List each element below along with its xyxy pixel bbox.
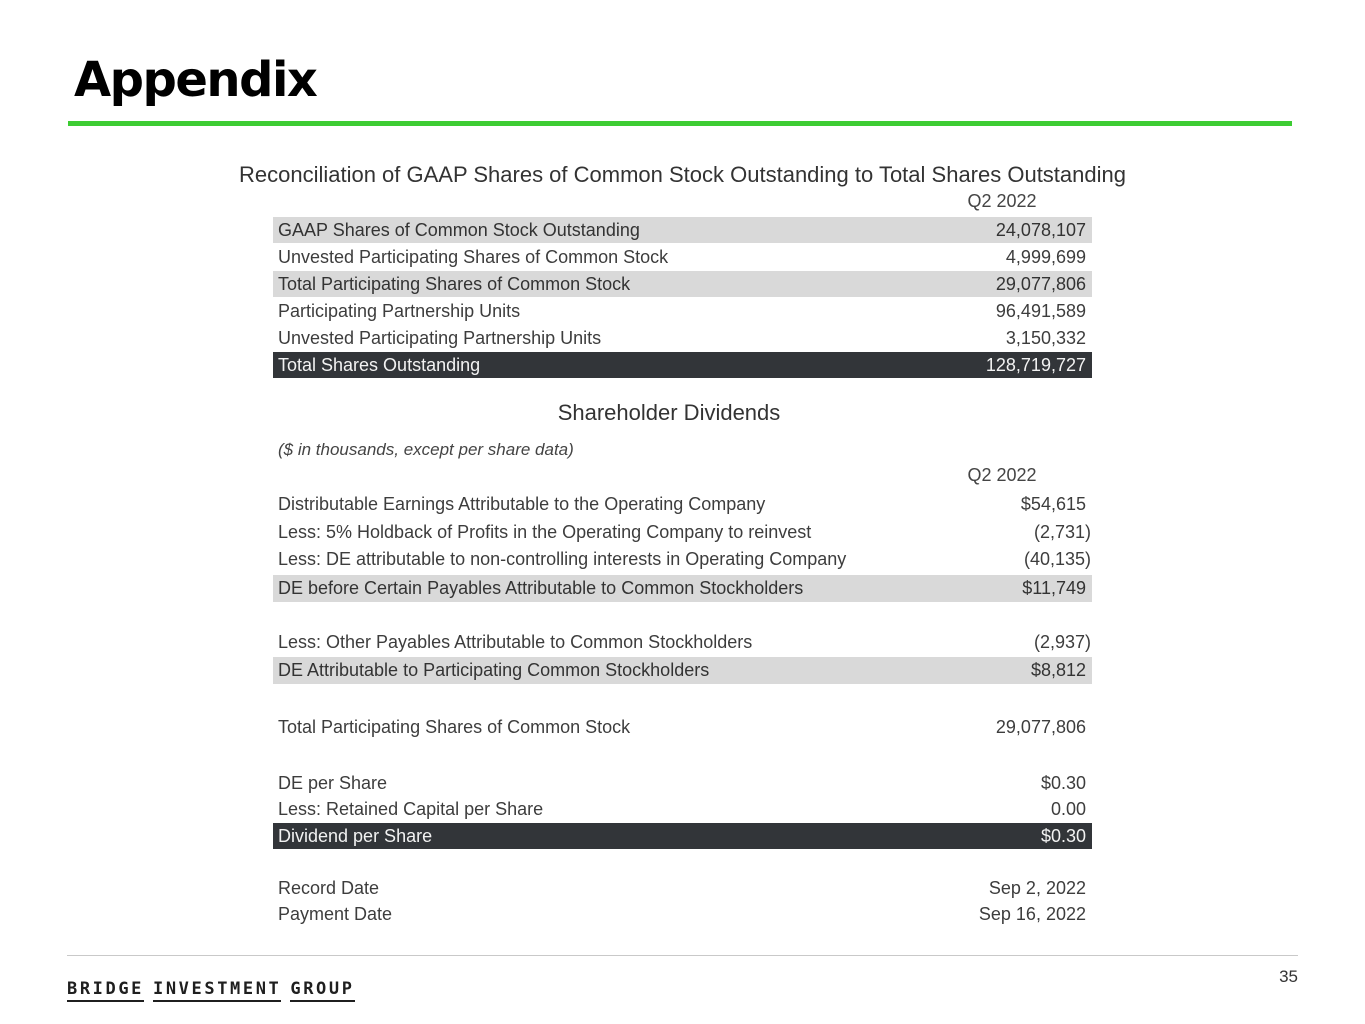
dividends-title: Shareholder Dividends — [557, 400, 781, 425]
row-value: Sep 2, 2022 — [988, 877, 1086, 898]
total-row — [273, 823, 1092, 849]
row-label: DE Attributable to Participating Common Stockholders — [278, 660, 710, 680]
logo-word: INVESTMENT — [153, 979, 281, 1002]
table-row — [273, 629, 1092, 655]
table-row — [273, 901, 1092, 927]
row-value: 3,150,332 — [1005, 327, 1086, 348]
row-label: Less: Other Payables Attributable to Common Stockholders — [278, 631, 753, 652]
table-row — [273, 244, 1092, 270]
row-value: (2,731) — [1033, 521, 1091, 542]
row-value: $54,615 — [1020, 493, 1086, 514]
page-number: 35 — [1279, 967, 1298, 986]
row-value: (2,937) — [1033, 631, 1091, 652]
footer-divider — [67, 955, 1298, 956]
row-label: Payment Date — [278, 903, 393, 924]
page-title: Appendix — [74, 52, 317, 108]
row-label: Record Date — [278, 877, 380, 898]
logo-word: GROUP — [290, 979, 354, 1002]
row-label: Less: 5% Holdback of Profits in the Operating Company to reinvest — [278, 521, 812, 542]
table-row — [273, 875, 1092, 901]
table-row — [273, 298, 1092, 324]
row-value: 128,719,727 — [985, 354, 1086, 375]
row-value: 29,077,806 — [995, 273, 1086, 294]
row-value: (40,135) — [1023, 548, 1091, 569]
logo-word: BRIDGE — [67, 979, 144, 1002]
row-label: Participating Partnership Units — [278, 300, 521, 321]
row-label: Less: DE attributable to non-controlling interests in Operating Company — [278, 548, 847, 569]
row-label: Total Participating Shares of Common Stock — [278, 273, 631, 294]
row-value: 0.00 — [1050, 798, 1086, 819]
row-value: $11,749 — [1022, 578, 1086, 598]
row-label: Less: Retained Capital per Share — [278, 798, 544, 819]
row-value: 29,077,806 — [995, 716, 1086, 737]
row-label: Total Participating Shares of Common Stock — [278, 716, 631, 737]
title-underline — [68, 121, 1292, 126]
row-label: Distributable Earnings Attributable to the Operating Company — [278, 493, 766, 514]
row-label: Dividend per Share — [278, 825, 433, 846]
dividends-column-header: Q2 2022 — [967, 465, 1037, 485]
table-row — [273, 714, 1092, 740]
row-label: DE per Share — [278, 772, 388, 793]
subtotal-row — [273, 657, 1092, 684]
row-label: Total Shares Outstanding — [278, 354, 481, 375]
reconciliation-title: Reconciliation of GAAP Shares of Common Stock Outstanding to Total Shares Outstanding — [238, 162, 1126, 187]
table-row — [273, 546, 1092, 572]
row-value: Sep 16, 2022 — [978, 903, 1086, 924]
subtotal-row — [273, 575, 1092, 602]
row-label: GAAP Shares of Common Stock Outstanding — [278, 219, 640, 240]
reconciliation-column-header: Q2 2022 — [967, 191, 1037, 211]
row-value: 96,491,589 — [995, 300, 1086, 321]
table-row — [273, 217, 1092, 243]
row-value: 4,999,699 — [1005, 246, 1086, 267]
row-value: $0.30 — [1040, 772, 1086, 793]
row-label: Unvested Participating Partnership Units — [278, 327, 602, 348]
row-label: DE before Certain Payables Attributable to Common Stockholders — [278, 578, 804, 598]
table-row — [273, 519, 1092, 545]
table-row — [273, 770, 1092, 796]
total-row — [273, 352, 1092, 378]
company-logo — [67, 979, 364, 1002]
table-row — [273, 491, 1092, 517]
row-label: Unvested Participating Shares of Common Stock — [278, 246, 669, 267]
table-row — [273, 325, 1092, 351]
row-value: $0.30 — [1040, 825, 1086, 846]
table-row — [273, 271, 1092, 297]
table-row — [273, 796, 1092, 822]
row-value: 24,078,107 — [995, 219, 1086, 240]
row-value: $8,812 — [1030, 660, 1086, 680]
units-note: ($ in thousands, except per share data) — [278, 440, 574, 459]
